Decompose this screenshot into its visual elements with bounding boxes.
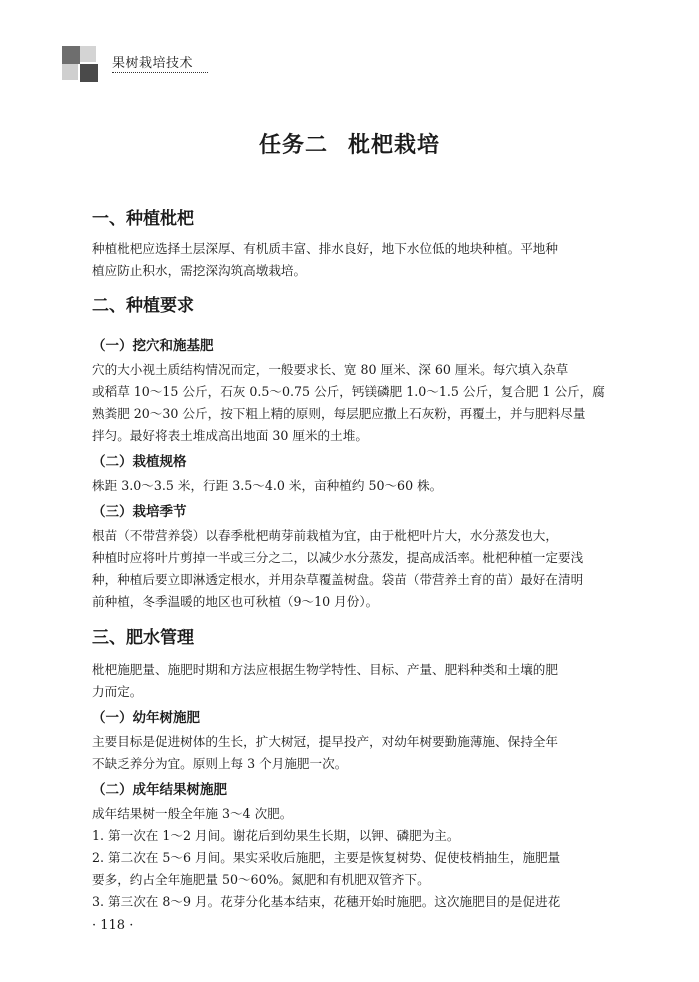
subsection-heading: （二）成年结果树施肥 — [92, 782, 227, 798]
text-line: 3. 第三次在 8～9 月。花芽分化基本结束，花穗开始时施肥。这次施肥目的是促进花 — [92, 894, 561, 909]
decor-square — [80, 46, 96, 62]
running-head-rule — [112, 72, 208, 73]
text-line: 或稻草 10～15 公斤，石灰 0.5～0.75 公斤，钙镁磷肥 1.0～1.5 公斤，复合肥 1 公斤，腐 — [92, 384, 605, 399]
text-line: 主要目标是促进树体的生长，扩大树冠，提早投产，对幼年树要勤施薄施、保持全年 — [92, 734, 558, 749]
text-line: 前种植，冬季温暖的地区也可秋植（9～10 月份）。 — [92, 594, 379, 609]
paragraph — [92, 359, 617, 447]
decor-square — [62, 64, 78, 80]
decor-square — [80, 64, 98, 82]
text-line: 种植枇杷应选择土层深厚、有机质丰富、排水良好，地下水位低的地块种植。平地种 — [92, 241, 558, 256]
paragraph — [92, 525, 617, 613]
text-line: 要多，约占全年施肥量 50～60%。氮肥和有机肥双管齐下。 — [92, 872, 430, 887]
decor-square — [62, 46, 80, 64]
running-head: 果树栽培技术 — [112, 56, 194, 71]
text-line: 熟粪肥 20～30 公斤，按下粗上精的原则，每层肥应撒上石灰粉，再覆土，并与肥料尽量 — [92, 406, 586, 421]
text-line: 1. 第一次在 1～2 月间。谢花后到幼果生长期，以钾、磷肥为主。 — [92, 828, 460, 843]
header-decoration — [62, 46, 102, 84]
section-heading: 三、肥水管理 — [92, 628, 194, 648]
text-line: 种植时应将叶片剪掉一半或三分之二，以减少水分蒸发，提高成活率。枇杷种植一定要浅 — [92, 550, 584, 565]
paragraph — [92, 659, 617, 703]
page-body — [92, 200, 617, 913]
subsection-heading: （一）幼年树施肥 — [92, 710, 200, 726]
task-label: 任务二 — [258, 133, 328, 158]
page-title — [0, 128, 699, 159]
text-line: 种，种植后要立即淋透定根水，并用杂草覆盖树盘。袋苗（带营养土育的苗）最好在清明 — [92, 572, 584, 587]
subsection-heading: （三）栽培季节 — [92, 504, 187, 520]
paragraph — [92, 731, 617, 775]
text-line: 2. 第二次在 5～6 月间。果实采收后施肥，主要是恢复树势、促使枝梢抽生，施肥量 — [92, 850, 561, 865]
paragraph — [92, 238, 617, 282]
text-line: 枇杷施肥量、施肥时期和方法应根据生物学特性、目标、产量、肥料种类和土壤的肥 — [92, 662, 558, 677]
text-line: 不缺乏养分为宜。原则上每 3 个月施肥一次。 — [92, 756, 348, 771]
page-number: · 118 · — [92, 918, 134, 933]
subsection-heading: （二）栽植规格 — [92, 454, 187, 470]
text-line: 力而定。 — [92, 684, 143, 699]
task-name: 枇杷栽培 — [348, 133, 441, 158]
subsection-heading: （一）挖穴和施基肥 — [92, 338, 214, 354]
text-line: 穴的大小视土质结构情况而定，一般要求长、宽 80 厘米、深 60 厘米。每穴填入杂草 — [92, 362, 569, 377]
section-heading: 二、种植要求 — [92, 296, 194, 316]
text-line: 根苗（不带营养袋）以春季枇杷萌芽前栽植为宜，由于枇杷叶片大，水分蒸发也大， — [92, 528, 558, 543]
paragraph — [92, 803, 617, 913]
text-line: 拌匀。最好将表土堆成高出地面 30 厘米的土堆。 — [92, 428, 368, 443]
paragraph — [92, 475, 617, 497]
section-heading: 一、种植枇杷 — [92, 209, 194, 229]
text-line: 株距 3.0～3.5 米，行距 3.5～4.0 米，亩种植约 50～60 株。 — [92, 478, 443, 493]
text-line: 植应防止积水，需挖深沟筑高墩栽培。 — [92, 263, 307, 278]
text-line: 成年结果树一般全年施 3～4 次肥。 — [92, 806, 293, 821]
